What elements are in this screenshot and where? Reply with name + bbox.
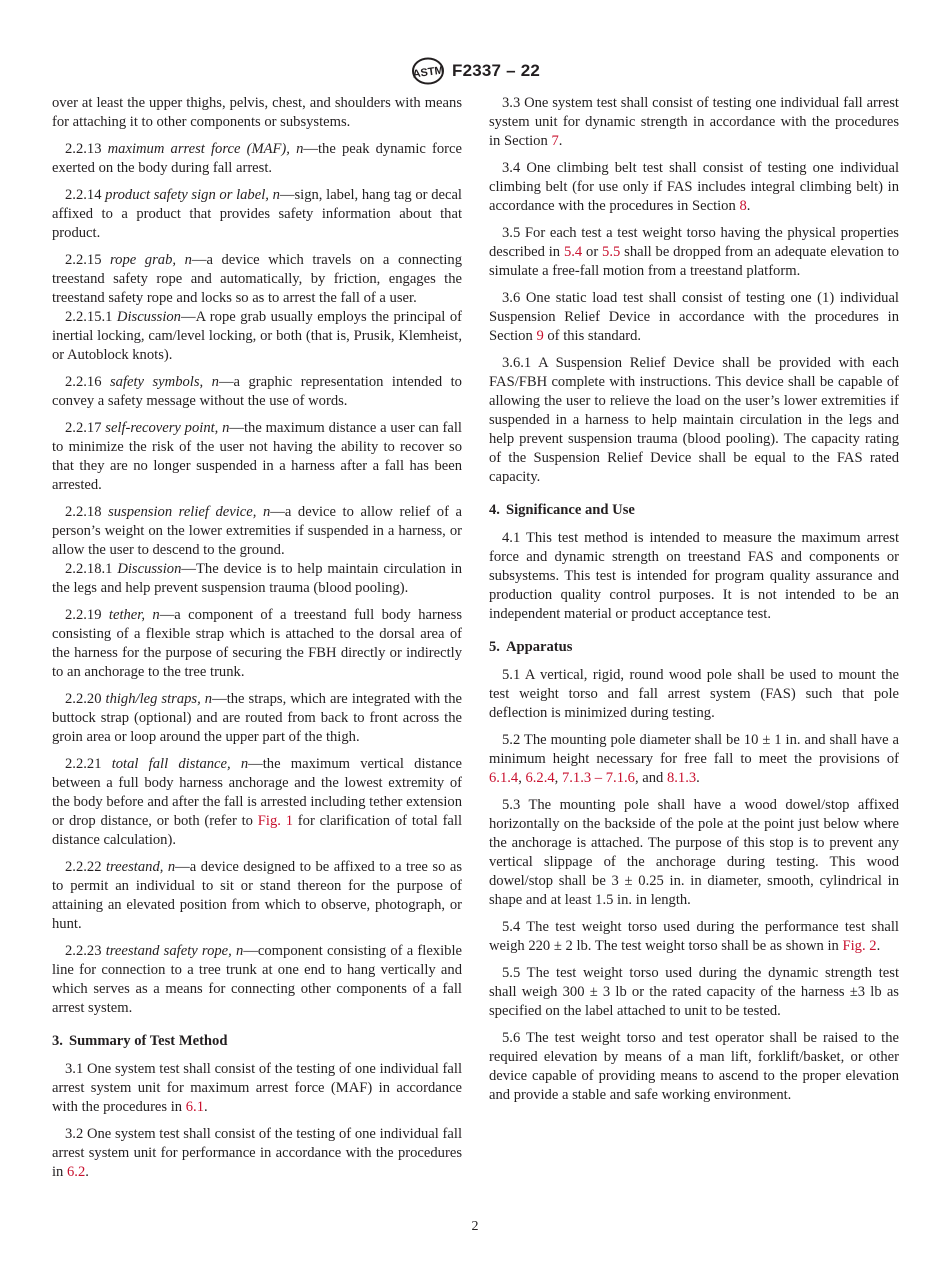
figure-1-link[interactable]: Fig. 1 [257, 813, 293, 829]
section-6-1-4-link[interactable]: 6.1.4 [489, 770, 519, 786]
definition-2-2-22: 2.2.22 treestand, n—a device designed to be affixed to a tree so as to permit an individual to sit or stand thereon for the purpose of attaining an elevated position from which to observe, photograph, or hunt. [52, 859, 462, 932]
figure-2-link[interactable]: Fig. 2 [842, 938, 877, 954]
definition-2-2-21: 2.2.21 total fall distance, n—the maximum vertical distance between a full body harness anchorage and the lowest extremity of the body before and after the fall is arrested including tether extension or drop distance, or both (refer to Fig. 1 for clarification of total fall distance calculation). [52, 756, 463, 848]
term: maximum arrest force (MAF), n [107, 141, 304, 157]
term: total fall distance, n [111, 756, 249, 772]
section-3-heading: 3. Summary of Test Method [52, 1033, 228, 1049]
left-column [52, 94, 462, 1190]
section-8-1-3-link[interactable]: 8.1.3 [666, 770, 697, 786]
section-5-heading: 5. Apparatus [489, 639, 573, 655]
astm-logo-icon [410, 57, 446, 85]
definition-2-2-17: 2.2.17 self-recovery point, n—the maximum distance a user can fall to minimize the risk of the user not having the ability to recover so that they are no longer suspended in a harness after a fall has been arrested. [52, 420, 462, 493]
section-6-2-link[interactable]: 6.2 [67, 1164, 86, 1180]
term: treestand, n [105, 859, 176, 875]
term: self-recovery point, n [105, 420, 230, 436]
definition-2-2-16: 2.2.16 safety symbols, n—a graphic representation intended to convey a safety message without the use of words. [52, 374, 462, 409]
paragraph-5-5: 5.5 The test weight torso used during the dynamic strength test shall weigh 300 ± 3 lb or the rated capacity of the harness ±3 lb as specified on the label attached to unit to be tested. [489, 965, 899, 1019]
definition-2-2-20: 2.2.20 thigh/leg straps, n—the straps, which are integrated with the buttock strap (optional) and are routed from back to front across the groin area or loop around the upper part of the thigh. [52, 691, 462, 745]
section-5-4-link[interactable]: 5.4 [563, 244, 583, 260]
paragraph-3-1: 3.1 One system test shall consist of the testing of one individual fall arrest system unit for maximum arrest force (MAF) in accordance with the procedures in 6.1. [52, 1061, 462, 1115]
paragraph-5-6: 5.6 The test weight torso and test operator shall be raised to the required elevation by means of a man lift, forklift/basket, or other device capable of providing means to ascend to the proper elevation and provide a stable and safe working environment. [489, 1030, 899, 1103]
section-7-1-3-link[interactable]: 7.1.3 – 7.1.6 [561, 770, 635, 786]
term: suspension relief device, n [108, 504, 271, 520]
document-designation: F2337 – 22 [451, 61, 540, 80]
right-column [489, 94, 899, 1113]
section-6-2-4-link[interactable]: 6.2.4 [525, 770, 555, 786]
term: tether, n [108, 607, 160, 623]
term: rope grab, n [110, 252, 192, 268]
term: Discussion [116, 309, 181, 325]
section-8-link[interactable]: 8 [739, 198, 747, 214]
term: thigh/leg straps, n [105, 691, 213, 707]
section-6-1-link[interactable]: 6.1 [185, 1099, 204, 1115]
paragraph-5-1: 5.1 A vertical, rigid, round wood pole shall be used to mount the test weight torso and fall arrest system (FAS) such that pole deflection is minimized during testing. [489, 667, 899, 721]
paragraph-3-5: 3.5 For each test a test weight torso having the physical properties described in 5.4 or 5.5 shall be dropped from an adequate elevation to simulate a free-fall motion from a treestand platform. [489, 225, 899, 279]
paragraph-5-3: 5.3 The mounting pole shall have a wood dowel/stop affixed horizontally on the backside of the pole at the point just below where the anchorage is attached. The purpose of this stop is to prevent any vertical slippage of the anchorage during testing. This wood dowel/stop shall be 3 ± 0.25 in. in diameter, smooth, cylindrical in shape and at least 1.5 in. in length. [489, 797, 899, 908]
paragraph-3-6: 3.6 One static load test shall consist of testing one (1) individual Suspension Relief Device in accordance with the procedures in Section 9 of this standard. [489, 290, 899, 344]
term: treestand safety rope, n [105, 943, 244, 959]
paragraph-3-4: 3.4 One climbing belt test shall consist of testing one individual climbing belt (for use only if FAS includes integral climbing belt) in accordance with the procedures in Section 8. [489, 160, 899, 214]
section-9-link[interactable]: 9 [536, 328, 544, 344]
paragraph-3-2: 3.2 One system test shall consist of the testing of one individual fall arrest system unit for performance in accordance with the procedures in 6.2. [52, 1126, 462, 1180]
discussion-2-2-18-1: 2.2.18.1 Discussion—The device is to help maintain circulation in the legs and help prevent suspension trauma (blood pooling). [52, 561, 462, 596]
term: Discussion [117, 561, 182, 577]
section-4-heading: 4. Significance and Use [489, 502, 635, 518]
discussion-2-2-15-1: 2.2.15.1 Discussion—A rope grab usually employs the principal of inertial locking, cam/level locking, or both (that is, Prusik, Klemheist, or Autoblock knots). [52, 309, 462, 363]
definition-2-2-23: 2.2.23 treestand safety rope, n—component consisting of a flexible line for connection to a tree trunk at one end to hang vertically and which serves as a means for connecting other components of a fall arrest system. [52, 943, 462, 1016]
definition-2-2-18: 2.2.18 suspension relief device, n—a device to allow relief of a person’s weight on the lower extremities if suspended in a harness, or allow the user to descend to the ground. [52, 504, 463, 558]
section-5-5-link[interactable]: 5.5 [602, 244, 621, 260]
paragraph-4-1: 4.1 This test method is intended to measure the maximum arrest force and dynamic strength on treestand FAS and components or subsystems. This test is intended for program quality assurance and production quality control purposes. It is not intended to be an independent material or product acceptance test. [489, 530, 899, 622]
paragraph-2-2-12-continued: over at least the upper thighs, pelvis, chest, and shoulders with means for attaching it to other components or subsystems. [52, 95, 462, 130]
term: safety symbols, n [109, 374, 219, 390]
paragraph-3-6-1: 3.6.1 A Suspension Relief Device shall be provided with each FAS/FBH complete with instructions. This device shall be capable of allowing the user to relieve the load on the user’s lower extremities if suspended in a harness to help maintain circulation in the legs and help prevent suspension trauma (blood pooling). The capacity rating of the Suspension Relief Device shall be equal to the FAS rated capacity. [489, 355, 899, 485]
paragraph-5-4: 5.4 The test weight torso used during the performance test shall weigh 220 ± 2 lb. The test weight torso shall be as shown in Fig. 2. [489, 919, 899, 954]
definition-2-2-14: 2.2.14 product safety sign or label, n—sign, label, hang tag or decal affixed to a product that provides safety information about that product. [52, 187, 462, 241]
definition-2-2-19: 2.2.19 tether, n—a component of a treestand full body harness consisting of a flexible strap which is attached to the dorsal area of the harness for the purpose of securing the FBH directly or indirectly to an anchorage to the tree trunk. [52, 607, 462, 680]
term: product safety sign or label, n [105, 187, 280, 203]
paragraph-5-2: 5.2 The mounting pole diameter shall be 10 ± 1 in. and shall have a minimum height necessary for free fall to meet the provisions of 6.1.4, 6.2.4, 7.1.3 – 7.1.6, and 8.1.3. [489, 732, 899, 786]
definition-2-2-15: 2.2.15 rope grab, n—a device which travels on a connecting treestand safety rope and automatically, by friction, engages the treestand safety rope and locks so as to arrest the fall of a user. [52, 252, 462, 306]
svg-text:ASTM: ASTM [411, 64, 445, 81]
page-number: 2 [471, 1219, 479, 1234]
paragraph-3-3: 3.3 One system test shall consist of testing one individual fall arrest system unit for dynamic strength in accordance with the procedures in Section 7. [489, 95, 899, 149]
definition-2-2-13: 2.2.13 maximum arrest force (MAF), n—the peak dynamic force exerted on the body during fall arrest. [52, 141, 462, 176]
page-header [0, 57, 950, 85]
section-7-link[interactable]: 7 [551, 133, 559, 149]
